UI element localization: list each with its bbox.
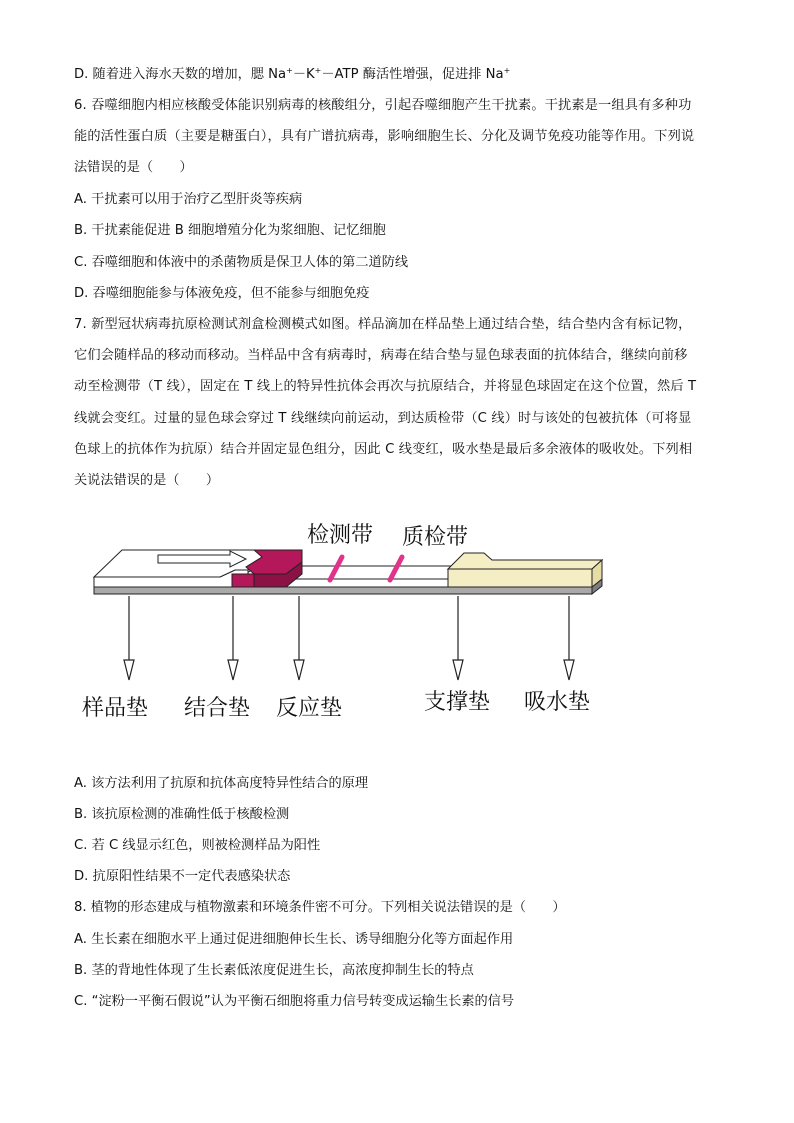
q7-stem-line-5: 色球上的抗体作为抗原）结合并固定显色组分，因此 C 线变红，吸水垫是最后多余液体的吸收处。下列相 xyxy=(74,442,693,457)
q8-option-c: C. “淀粉一平衡石假说”认为平衡石细胞将重力信号转变成运输生长素的信号 xyxy=(74,994,515,1009)
control-band-label: 质检带 xyxy=(402,525,469,550)
q6-option-d: D. 吞噬细胞能参与体液免疫，但不能参与细胞免疫 xyxy=(74,286,370,301)
q8-option-a: A. 生长素在细胞水平上通过促进细胞伸长生长、诱导细胞分化等方面起作用 xyxy=(74,932,514,947)
reaction-pad-label: 反应垫 xyxy=(276,696,343,721)
conjugate-pad-label: 结合垫 xyxy=(184,696,251,721)
reaction-pad-pointer-head xyxy=(294,660,304,680)
q6-option-a: A. 干扰素可以用于治疗乙型肝炎等疾病 xyxy=(74,192,303,207)
test-strip-diagram xyxy=(80,510,620,725)
q6-option-b: B. 干扰素能促进 B 细胞增殖分化为浆细胞、记忆细胞 xyxy=(74,223,386,238)
q6-option-c: C. 吞噬细胞和体液中的杀菌物质是保卫人体的第二道防线 xyxy=(74,255,409,270)
q6-stem-line-2: 能的活性蛋白质（主要是糖蛋白），具有广谱抗病毒，影响细胞生长、分化及调节免疫功能等作用。下列说 xyxy=(74,129,695,144)
q7-option-d: D. 抗原阳性结果不一定代表感染状态 xyxy=(74,869,291,884)
backing-strip xyxy=(94,587,592,594)
q7-stem-line-2: 它们会随样品的移动而移动。当样品中含有病毒时，病毒在结合垫与显色球表面的抗体结合，继续向前移 xyxy=(74,348,688,363)
absorbent-pad-pointer-head xyxy=(564,660,574,680)
absorbent-pad xyxy=(448,569,592,587)
absorbent-pad-label: 吸水垫 xyxy=(524,690,591,715)
absorbent-pad-top xyxy=(448,553,602,569)
q8-option-b: B. 茎的背地性体现了生长素低浓度促进生长，高浓度抑制生长的特点 xyxy=(74,963,474,978)
q7-stem-line-3: 动至检测带（T 线），固定在 T 线上的特异性抗体会再次与抗原结合，并将显色球固定在这个位置，然后 T xyxy=(74,379,697,394)
conjugate-pad xyxy=(232,574,254,587)
q6-stem-line-1: 6. 吞噬细胞内相应核酸受体能识别病毒的核酸组分，引起吞噬细胞产生干扰素。干扰素是一组具有多种功 xyxy=(74,98,692,113)
q6-stem-line-3: 法错误的是（ ） xyxy=(74,160,193,175)
q7-stem-line-4: 线就会变红。过量的显色球会穿过 T 线继续向前运动，到达质检带（C 线）时与该处的包被抗体（可将显 xyxy=(74,411,692,426)
conjugate-pad-pointer-head xyxy=(228,660,238,680)
q5-option-d: D. 随着进入海水天数的增加，腮 Na+－K+－ATP 酶活性增强，促进排 Na+ xyxy=(74,66,511,82)
test-band-label: 检测带 xyxy=(307,523,374,548)
sample-pad-pointer-head xyxy=(124,660,134,680)
sample-pad-label: 样品垫 xyxy=(82,696,149,721)
q7-stem-line-6: 关说法错误的是（ ） xyxy=(74,473,220,488)
support-pad-label: 支撑垫 xyxy=(424,690,491,715)
q7-option-a: A. 该方法利用了抗原和抗体高度特异性结合的原理 xyxy=(74,776,369,791)
q7-stem-line-1: 7. 新型冠状病毒抗原检测试剂盒检测模式如图。样品滴加在样品垫上通过结合垫，结合垫内含有标记物， xyxy=(74,317,692,332)
q7-option-b: B. 该抗原检测的准确性低于核酸检测 xyxy=(74,807,290,822)
q8-stem: 8. 植物的形态建成与植物激素和环境条件密不可分。下列相关说法错误的是（ ） xyxy=(74,900,566,915)
q7-option-c: C. 若 C 线显示红色，则被检测样品为阳性 xyxy=(74,838,321,853)
support-pad-pointer-head xyxy=(453,660,463,680)
